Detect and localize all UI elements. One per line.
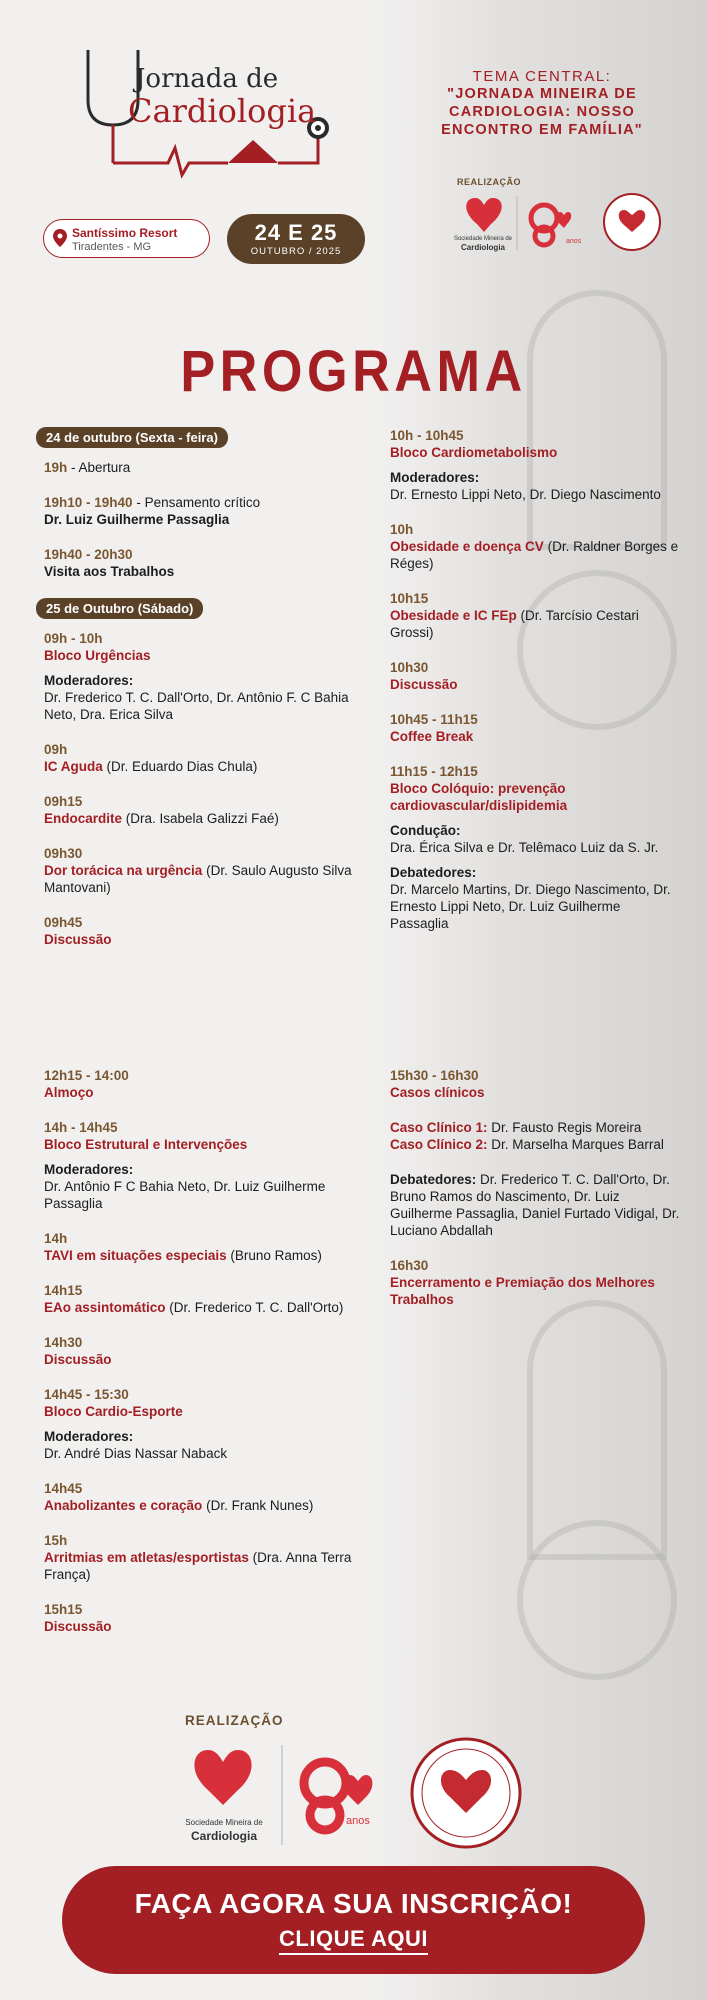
event-name-line1: Jornada de bbox=[135, 64, 279, 94]
schedule-column-4 bbox=[390, 1067, 680, 1326]
item-time: 09h15 bbox=[44, 794, 83, 809]
theme-label: TEMA CENTRAL: bbox=[472, 68, 612, 85]
location-name: Santíssimo Resort bbox=[72, 226, 178, 240]
schedule-column-2 bbox=[390, 427, 680, 950]
schedule-item bbox=[36, 546, 356, 580]
schedule-item bbox=[44, 1601, 364, 1635]
schedule-block bbox=[44, 1119, 364, 1212]
item-title: IC Aguda bbox=[44, 759, 103, 774]
program-title: PROGRAMA bbox=[180, 339, 527, 404]
conduction-label: Condução: bbox=[390, 823, 461, 838]
moderators-list: Dr. Antônio F C Bahia Neto, Dr. Luiz Guilherme Passaglia bbox=[44, 1179, 326, 1211]
moderators-label: Moderadores: bbox=[390, 470, 480, 485]
item-title: Dor torácica na urgência bbox=[44, 863, 203, 878]
item-title: Encerramento e Premiação dos Melhores Trabalhos bbox=[390, 1275, 655, 1307]
location-city: Tiradentes - MG bbox=[72, 241, 152, 253]
schedule-block bbox=[390, 1171, 680, 1239]
item-time: 15h30 - 16h30 bbox=[390, 1068, 479, 1083]
item-title: Bloco Estrutural e Intervenções bbox=[44, 1137, 248, 1152]
item-time: 15h15 bbox=[44, 1602, 83, 1617]
smc-name-line2: Cardiologia bbox=[460, 243, 505, 252]
item-time: 10h15 bbox=[390, 591, 429, 606]
item-title: EAo assintomático bbox=[44, 1300, 166, 1315]
item-title: TAVI em situações especiais bbox=[44, 1248, 227, 1263]
item-time: 11h15 - 12h15 bbox=[390, 764, 478, 779]
moderators-label: Moderadores: bbox=[44, 673, 134, 688]
item-time: 14h45 bbox=[44, 1481, 83, 1496]
event-date-days: 24 E 25 bbox=[254, 220, 338, 245]
item-text: - Abertura bbox=[71, 460, 131, 475]
item-time: 14h45 - 15:30 bbox=[44, 1387, 129, 1402]
item-title: Obesidade e doença CV bbox=[390, 539, 544, 554]
case-2-label: Caso Clínico 2: bbox=[390, 1137, 488, 1152]
schedule-item bbox=[44, 1334, 364, 1368]
item-title: Discussão bbox=[390, 677, 458, 692]
smc-name-line2-bottom: Cardiologia bbox=[190, 1829, 257, 1843]
smc-name-line1-bottom: Sociedade Mineira de bbox=[185, 1818, 263, 1827]
item-time: 09h bbox=[44, 742, 68, 757]
location-badge bbox=[43, 219, 210, 258]
item-speaker: (Dr. Raldner Borges e Réges) bbox=[390, 539, 679, 571]
schedule-column-3 bbox=[44, 1067, 364, 1653]
item-time: 15h bbox=[44, 1533, 68, 1548]
theme-text: "JORNADA MINEIRA DE CARDIOLOGIA: NOSSO ENCONTRO EM FAMÍLIA" bbox=[441, 86, 643, 138]
debaters-label: Debatedores: bbox=[390, 865, 477, 880]
event-date-badge bbox=[227, 214, 365, 264]
central-theme bbox=[437, 68, 647, 139]
item-time: 09h - 10h bbox=[44, 631, 103, 646]
item-text: - Pensamento crítico bbox=[136, 495, 261, 510]
case-1-speaker: Dr. Fausto Regis Moreira bbox=[491, 1120, 642, 1135]
item-title: Arritmias em atletas/esportistas bbox=[44, 1550, 249, 1565]
organizer-logos-bottom bbox=[180, 1735, 525, 1860]
item-time: 19h40 - 20h30 bbox=[44, 547, 133, 562]
item-time: 16h30 bbox=[390, 1258, 429, 1273]
item-time: 09h30 bbox=[44, 846, 83, 861]
item-time: 19h bbox=[44, 460, 68, 475]
background-rosette-2 bbox=[517, 1520, 677, 1680]
item-title: Almoço bbox=[44, 1085, 94, 1100]
day-label-saturday: 25 de Outubro (Sábado) bbox=[36, 598, 203, 619]
schedule-block bbox=[390, 427, 680, 503]
realizacao-label-bottom: REALIZAÇÃO bbox=[185, 1713, 284, 1728]
debaters-list: Dr. Marcelo Martins, Dr. Diego Nascimento, Dr. Ernesto Lippi Neto, Dr. Luiz Guilherme Passaglia bbox=[390, 882, 671, 931]
map-pin-icon bbox=[53, 229, 67, 247]
item-title: Visita aos Trabalhos bbox=[44, 564, 175, 579]
schedule-item bbox=[390, 521, 680, 572]
schedule-block bbox=[390, 763, 680, 932]
schedule-item bbox=[390, 659, 680, 693]
schedule-column-1 bbox=[36, 427, 356, 966]
item-title: Bloco Colóquio: prevenção cardiovascular/dislipidemia bbox=[390, 781, 568, 813]
smc-name-line1: Sociedade Mineira de bbox=[453, 236, 513, 242]
item-title: Endocardite bbox=[44, 811, 123, 826]
item-speaker: (Dr. Saulo Augusto Silva Mantovani) bbox=[44, 863, 352, 895]
case-1-label: Caso Clínico 1: bbox=[390, 1120, 488, 1135]
schedule-item bbox=[44, 1480, 364, 1514]
item-title: Discussão bbox=[44, 1619, 112, 1634]
schedule-item bbox=[36, 845, 356, 896]
item-time: 10h - 10h45 bbox=[390, 428, 464, 443]
item-time: 14h bbox=[44, 1231, 68, 1246]
register-cta-button[interactable] bbox=[62, 1866, 645, 1974]
item-time: 10h bbox=[390, 522, 414, 537]
debaters-label: Debatedores: bbox=[390, 1172, 477, 1187]
moderators-list: Dr. Frederico T. C. Dall'Orto, Dr. Antônio F. C Bahia Neto, Dra. Erica Silva bbox=[44, 690, 349, 722]
item-speaker: (Bruno Ramos) bbox=[230, 1248, 322, 1263]
event-date-month: OUTUBRO / 2025 bbox=[250, 246, 342, 257]
schedule-block bbox=[390, 1119, 680, 1153]
item-title: Coffee Break bbox=[390, 729, 474, 744]
item-time: 19h10 - 19h40 bbox=[44, 495, 133, 510]
organizer-logos-top bbox=[452, 192, 667, 254]
item-speaker: (Dr. Tarcísio Cestari Grossi) bbox=[390, 608, 639, 640]
item-speaker: (Dr. Frederico T. C. Dall'Orto) bbox=[169, 1300, 344, 1315]
schedule-item bbox=[390, 1067, 680, 1101]
item-title: Casos clínicos bbox=[390, 1085, 485, 1100]
item-time: 12h15 - 14:00 bbox=[44, 1068, 129, 1083]
item-time: 14h15 bbox=[44, 1283, 83, 1298]
item-title: Anabolizantes e coração bbox=[44, 1498, 203, 1513]
item-title: Bloco Cardiometabolismo bbox=[390, 445, 558, 460]
cta-headline[interactable]: FAÇA AGORA SUA INSCRIÇÃO! bbox=[134, 1888, 573, 1919]
schedule-block bbox=[44, 1386, 364, 1462]
schedule-item bbox=[36, 494, 356, 528]
item-title: Bloco Urgências bbox=[44, 648, 151, 663]
schedule-item bbox=[36, 459, 356, 476]
item-speaker: (Dra. Anna Terra França) bbox=[44, 1550, 352, 1582]
schedule-item bbox=[390, 590, 680, 641]
moderators-list: Dr. André Dias Nassar Naback bbox=[44, 1446, 228, 1461]
eighty-years-anos: anos bbox=[566, 238, 582, 245]
item-time: 10h30 bbox=[390, 660, 429, 675]
event-name-line2: Cardiologia bbox=[128, 92, 317, 130]
schedule-item bbox=[44, 1230, 364, 1264]
item-speaker: (Dra. Isabela Galizzi Faé) bbox=[125, 811, 279, 826]
schedule-item bbox=[36, 793, 356, 827]
schedule-item bbox=[390, 1257, 680, 1308]
item-time: 09h45 bbox=[44, 915, 83, 930]
background-church-image bbox=[377, 0, 707, 2000]
schedule-item bbox=[44, 1282, 364, 1316]
item-title: Bloco Cardio-Esporte bbox=[44, 1404, 183, 1419]
item-title: Obesidade e IC FEp bbox=[390, 608, 517, 623]
item-title: Discussão bbox=[44, 1352, 112, 1367]
item-time: 14h - 14h45 bbox=[44, 1120, 118, 1135]
item-speaker: (Dr. Eduardo Dias Chula) bbox=[106, 759, 258, 774]
event-logo bbox=[78, 40, 338, 190]
item-time: 10h45 - 11h15 bbox=[390, 712, 478, 727]
moderators-label: Moderadores: bbox=[44, 1162, 134, 1177]
realizacao-label-top: REALIZAÇÃO bbox=[457, 177, 521, 187]
debaters-list: Dr. Frederico T. C. Dall'Orto, Dr. Bruno Ramos do Nascimento, Dr. Luiz Guilherme Passaglia, Daniel Furtado Vidigal, Dr. Luciano Abdallah bbox=[390, 1172, 680, 1238]
conduction-list: Dra. Érica Silva e Dr. Telêmaco Luiz da S. Jr. bbox=[390, 840, 659, 855]
item-title: Discussão bbox=[44, 932, 112, 947]
schedule-item bbox=[44, 1067, 364, 1101]
moderators-list: Dr. Ernesto Lippi Neto, Dr. Diego Nascimento bbox=[390, 487, 661, 502]
case-2-speaker: Dr. Marselha Marques Barral bbox=[491, 1137, 664, 1152]
day-label-friday: 24 de outubro (Sexta - feira) bbox=[36, 427, 228, 448]
item-speaker: Dr. Luiz Guilherme Passaglia bbox=[44, 512, 230, 527]
eighty-years-anos-bottom: anos bbox=[346, 1815, 370, 1827]
schedule-block bbox=[36, 630, 356, 723]
schedule-item bbox=[44, 1532, 364, 1583]
schedule-item bbox=[36, 741, 356, 775]
moderators-label: Moderadores: bbox=[44, 1429, 134, 1444]
cta-click-here-link[interactable]: CLIQUE AQUI bbox=[279, 1926, 428, 1955]
item-speaker: (Dr. Frank Nunes) bbox=[206, 1498, 314, 1513]
schedule-item bbox=[390, 711, 680, 745]
schedule-item bbox=[36, 914, 356, 948]
item-time: 14h30 bbox=[44, 1335, 83, 1350]
